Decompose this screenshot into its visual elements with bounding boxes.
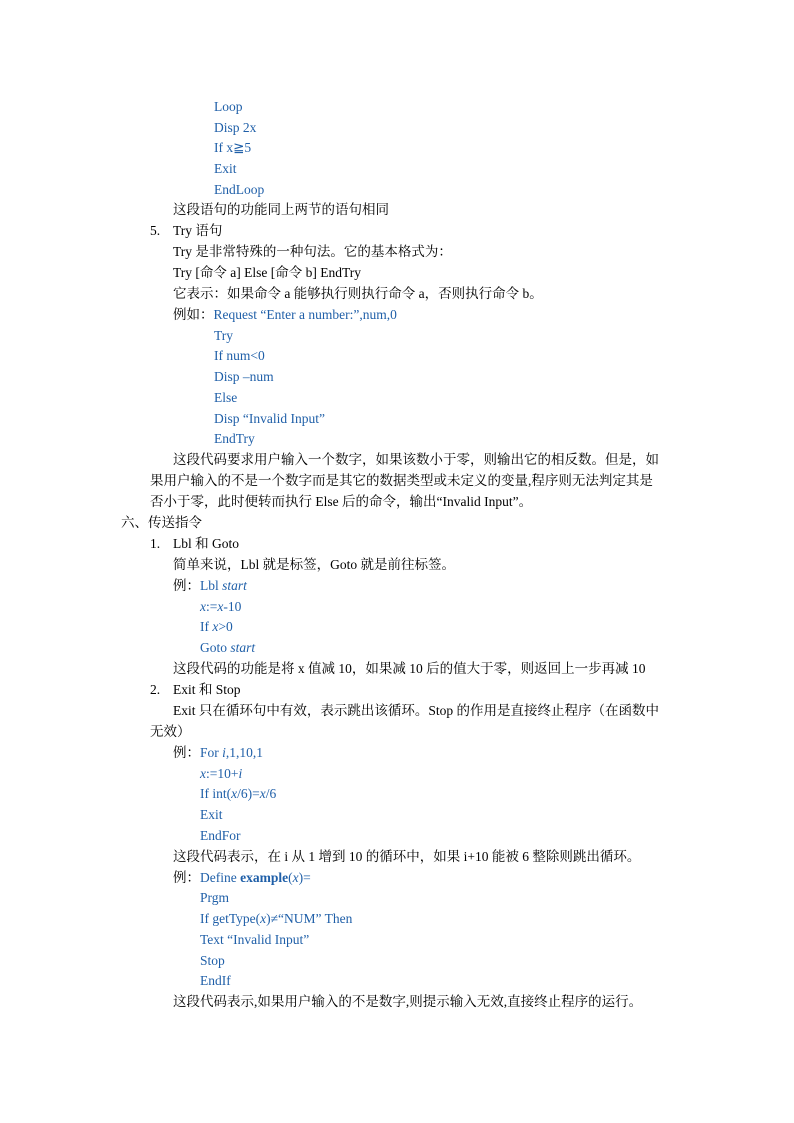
code-var: x	[260, 911, 267, 926]
code-line	[200, 597, 241, 617]
code-line: Stop	[200, 953, 225, 968]
code-span: )≠“NUM” Then	[266, 911, 353, 926]
code-span: Define	[200, 870, 241, 885]
code-line: Exit	[200, 807, 223, 822]
example-label: 例如：	[173, 307, 214, 322]
code-line: Disp –num	[214, 369, 274, 384]
code-span: If int(	[200, 786, 232, 801]
code-span: For	[200, 745, 223, 760]
example-label: 例：	[173, 745, 200, 760]
code-var: x	[292, 870, 299, 885]
list-number: 5.	[150, 223, 161, 238]
code-line: Try	[214, 328, 234, 343]
paragraph-text: Exit 只在循环句中有效，表示跳出该循环。Stop 的作用是直接终止程序（在函数中	[173, 703, 660, 718]
code-span: Goto	[200, 640, 231, 655]
code-span: (	[288, 870, 293, 885]
code-span: Lbl	[200, 578, 223, 593]
code-span: >0	[218, 619, 233, 634]
code-span: If	[200, 619, 213, 634]
code-var: x	[259, 786, 266, 801]
code-var: start	[222, 578, 247, 593]
code-span: )=	[298, 870, 311, 885]
example-line	[173, 576, 247, 596]
code-line: If x≧5	[214, 140, 252, 155]
example-line	[173, 305, 397, 325]
paragraph-text: Try 是非常特殊的一种句法。它的基本格式为：	[173, 244, 452, 259]
code-line: EndIf	[200, 973, 231, 988]
example-line	[173, 868, 311, 888]
list-number: 2.	[150, 682, 161, 697]
code-span: -10	[223, 599, 242, 614]
code-span: :=	[206, 599, 218, 614]
syntax-text: Try [命令 a] Else [命令 b] EndTry	[173, 265, 361, 280]
code-var: start	[230, 640, 256, 655]
code-line: Prgm	[200, 890, 230, 905]
list-number: 1.	[150, 536, 161, 551]
code-line	[200, 909, 352, 929]
paragraph-text: 这段代码要求用户输入一个数字，如果该数小于零，则输出它的相反数。但是，如	[173, 452, 659, 467]
code-line: EndFor	[200, 828, 241, 843]
code-line: Else	[214, 390, 238, 405]
paragraph-text: 这段语句的功能同上两节的语句相同	[173, 202, 389, 217]
example-label: 例：	[173, 578, 200, 593]
paragraph-text: 果用户输入的不是一个数字而是其它的数据类型或未定义的变量,程序则无法判定其是	[150, 473, 653, 488]
code-var: x	[231, 786, 238, 801]
code-span: /6)=	[237, 786, 260, 801]
code-span: Request “Enter a number:”,num,0	[213, 307, 397, 322]
code-line: Disp 2x	[214, 120, 257, 135]
example-line	[173, 743, 263, 763]
code-line: Text “Invalid Input”	[200, 932, 310, 947]
code-line: EndLoop	[214, 182, 265, 197]
code-var: x	[200, 766, 206, 781]
code-line: Disp “Invalid Input”	[214, 411, 325, 426]
example-label: 例：	[173, 870, 200, 885]
code-line	[200, 617, 233, 637]
code-line	[200, 764, 242, 784]
subsection-title: Exit 和 Stop	[173, 682, 241, 697]
code-span: :=10+	[206, 766, 239, 781]
paragraph-text: 这段代码表示，在 i 从 1 增到 10 的循环中，如果 i+10 能被 6 整除则跳出循环。	[173, 849, 641, 864]
code-var: x	[212, 619, 219, 634]
subsection-title: Lbl 和 Goto	[173, 536, 239, 551]
code-var: i	[222, 745, 226, 760]
paragraph-text: 这段代码表示,如果用户输入的不是数字,则提示输入无效,直接终止程序的运行。	[173, 994, 643, 1009]
code-span: If getType(	[200, 911, 261, 926]
code-line: If num<0	[214, 348, 265, 363]
code-var: i	[238, 766, 243, 781]
section-title: Try 语句	[173, 223, 223, 238]
code-line	[200, 784, 276, 804]
code-line: EndTry	[214, 431, 255, 446]
code-span: /6	[265, 786, 277, 801]
paragraph-text: 简单来说，Lbl 就是标签，Goto 就是前往标签。	[173, 557, 455, 572]
code-span: ,1,10,1	[225, 745, 264, 760]
code-line: Exit	[214, 161, 237, 176]
code-line: Loop	[214, 99, 243, 114]
code-line	[200, 638, 255, 658]
paragraph-text: 无效）	[150, 724, 191, 739]
code-fn-name: example	[240, 870, 289, 885]
code-var: x	[200, 599, 206, 614]
paragraph-text: 这段代码的功能是将 x 值减 10，如果减 10 后的值大于零，则返回上一步再减 10	[173, 661, 646, 676]
section-heading: 六、传送指令	[121, 515, 202, 530]
paragraph-text: 否小于零，此时便转而执行 Else 后的命令，输出“Invalid Input”。	[150, 494, 533, 509]
code-var: x	[217, 599, 224, 614]
paragraph-text: 它表示：如果命令 a 能够执行则执行命令 a，否则执行命令 b。	[173, 286, 543, 301]
